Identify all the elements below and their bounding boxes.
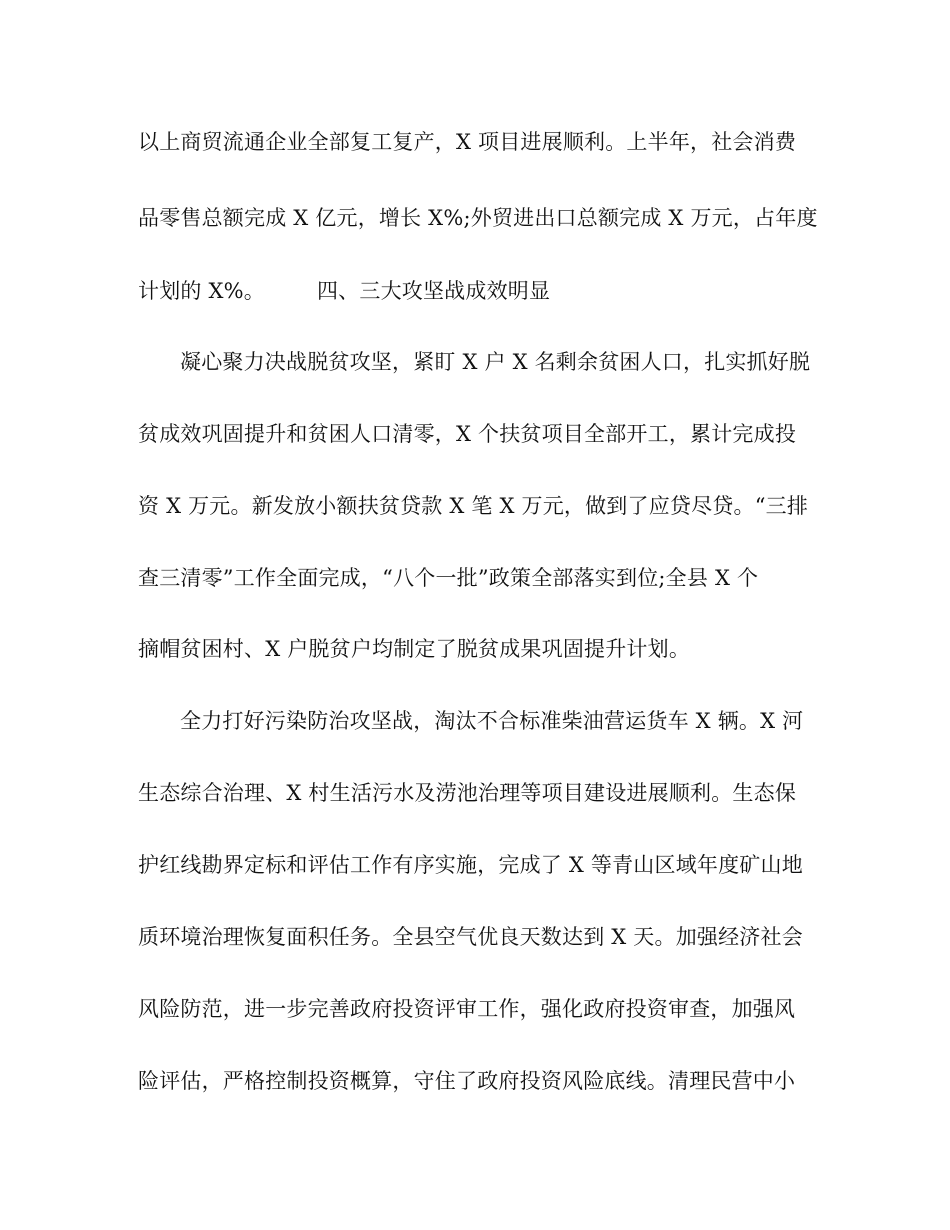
body-text-line: 风险防范，进一步完善政府投资评审工作，强化政府投资审查，加强风 [138,997,796,1021]
body-text-line-with-heading [138,276,818,306]
paragraph-first-line: 全力打好污染防治攻坚战，淘汰不合标准柴油营运货车 X 辆。X 河 [180,709,804,733]
body-text-line: 查三清零”工作全面完成，“八个一批”政策全部落实到位;全县 X 个 [138,566,759,590]
body-text-line: 品零售总额完成 X 亿元，增长 X%;外贸进出口总额完成 X 万元，占年度 [138,206,818,230]
body-text-line: 以上商贸流通企业全部复工复产，X 项目进展顺利。上半年，社会消费 [138,130,797,154]
body-text-line: 贫成效巩固提升和贫困人口清零，X 个扶贫项目全部开工，累计完成投 [138,422,797,446]
paragraph-first-line: 凝心聚力决战脱贫攻坚，紧盯 X 户 X 名剩余贫困人口，扎实抓好脱 [180,350,811,374]
body-text-line: 护红线勘界定标和评估工作有序实施，完成了 X 等青山区域年度矿山地 [138,853,803,877]
section-heading: 四、三大攻坚战成效明显 [316,279,551,303]
body-text-line: 生态综合治理、X 村生活污水及涝池治理等项目建设进展顺利。生态保 [138,781,797,805]
body-text-line: 资 X 万元。新发放小额扶贫贷款 X 笔 X 万元，做到了应贷尽贷。“三排 [138,494,809,518]
body-text-line: 摘帽贫困村、X 户脱贫户均制定了脱贫成果巩固提升计划。 [138,637,691,661]
body-text-line: 险评估，严格控制投资概算，守住了政府投资风险底线。清理民营中小 [138,1069,796,1093]
body-text-fragment: 计划的 X%。 [138,279,265,303]
body-text-line: 质环境治理恢复面积任务。全县空气优良天数达到 X 天。加强经济社会 [138,925,803,949]
